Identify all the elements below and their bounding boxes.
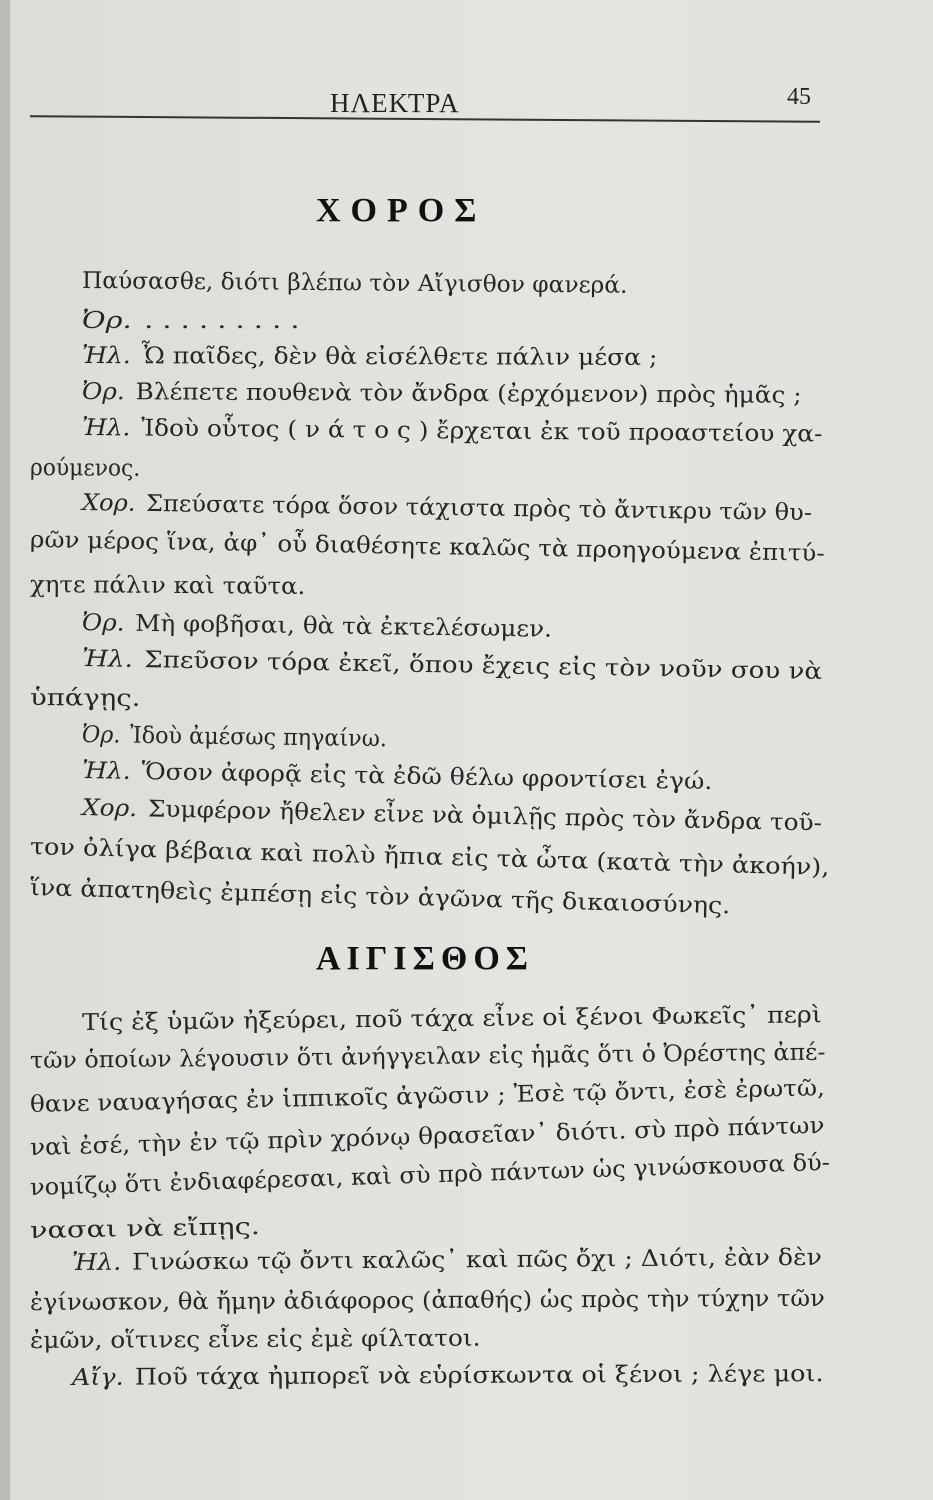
text-line bbox=[82, 379, 802, 409]
page-number: 45 bbox=[787, 84, 811, 110]
text-line bbox=[30, 834, 830, 881]
line-text: ἐγίνωσκον, θὰ ἤμην ἀδιάφορος (ἀπαθής) ὡς πρὸς τὴν τύχην τῶν bbox=[29, 1285, 825, 1316]
line-text: χητε πάλιν καὶ ταῦτα. bbox=[29, 572, 306, 600]
speaker-label: Αἴγ. bbox=[71, 1364, 124, 1391]
text-line bbox=[30, 572, 305, 600]
line-text: ἵνα ἀπατηθεὶς ἐμπέσῃ εἰς τὸν ἀγῶνα τῆς δικαιοσύνης. bbox=[29, 875, 731, 920]
line-text: θανε ναυαγήσας ἐν ἱππικοῖς ἀγῶσιν ; Ἐσὲ τῷ ὄντι, ἐσὲ ἐρωτῶ, bbox=[29, 1075, 826, 1118]
line-text: Σπεύσατε τόρα ὅσον τάχιστα πρὸς τὸ ἄντικρυ τῶν θυ- bbox=[145, 490, 813, 527]
line-text: Ποῦ τάχα ἠμπορεῖ νὰ εὑρίσκωντα οἱ ξένοι ; λέγε μοι. bbox=[134, 1361, 824, 1391]
line-text: Γινώσκω τῷ ὄντι καλῶς᾽ καὶ πῶς ὄχι ; Διότι, ἐὰν δὲν bbox=[132, 1244, 823, 1276]
speaker-label: Ἠλ. bbox=[81, 415, 131, 442]
text-line bbox=[30, 685, 141, 712]
running-head: ΗΛΕΚΤΡΑ bbox=[330, 88, 460, 118]
line-text: ναὶ ἐσέ, τὴν ἐν τῷ πρὶν χρόνῳ θρασεῖαν᾽ διότι. σὺ πρὸ πάντων bbox=[29, 1112, 825, 1161]
line-text: ἐμῶν, οἵτινες εἶνε εἰς ἐμὲ φίλτατοι. bbox=[29, 1325, 481, 1354]
line-text: τον ὀλίγα βέβαια καὶ πολὺ ἤπια εἰς τὰ ὦτα (κατὰ τὴν ἀκοήν), bbox=[29, 834, 830, 881]
text-line bbox=[82, 308, 300, 334]
text-line bbox=[30, 1286, 825, 1316]
line-text: τῶν ὁποίων λέγουσιν ὅτι ἀνήγγειλαν εἰς ἡμᾶς ὅτι ὁ Ὀρέστης ἀπέ- bbox=[29, 1039, 826, 1074]
text-line bbox=[82, 646, 822, 685]
speaker-label: Ὀρ. bbox=[82, 308, 132, 334]
speaker-label: Ἠλ. bbox=[81, 343, 131, 370]
speaker-label: Ἠλ. bbox=[81, 646, 134, 673]
text-line bbox=[82, 490, 812, 526]
speaker-label: Ὀρ. bbox=[81, 722, 121, 749]
text-line bbox=[82, 610, 552, 643]
text-line bbox=[30, 1214, 260, 1244]
line-text: Ὦ παῖδες, δὲν θὰ εἰσέλθετε πάλιν μέσα ; bbox=[141, 343, 658, 372]
line-text: Μὴ φοβῆσαι, θὰ τὰ ἐκτελέσωμεν. bbox=[135, 610, 553, 643]
text-line bbox=[82, 415, 823, 447]
line-text: νασαι νὰ εἴπῃς. bbox=[29, 1213, 261, 1244]
text-line bbox=[30, 875, 731, 919]
text-line bbox=[82, 268, 628, 299]
line-text: Ἰδοὺ οὗτος ( ν ά τ ο ς ) ἔρχεται ἐκ τοῦ προαστείου χα- bbox=[141, 415, 823, 448]
line-text: Σπεῦσον τόρα ἐκεῖ, ὅπου ἔχεις εἰς τὸν νοῦν σου νὰ bbox=[144, 647, 823, 685]
line-text: . . . . . . . . . bbox=[144, 308, 300, 334]
speaker-heading-aigisthos: ΑΙΓΙΣΘΟΣ bbox=[316, 940, 534, 977]
line-text: Παύσασθε, διότι βλέπω τὸν Αἴγισθον φανερά. bbox=[81, 268, 628, 299]
text-line bbox=[82, 795, 823, 836]
line-text: Τίς ἐξ ὑμῶν ἠξεύρει, ποῦ τάχα εἶνε οἱ ξένοι Φωκεῖς᾽ περὶ bbox=[81, 1002, 822, 1036]
speaker-label: Ἠλ. bbox=[71, 1249, 122, 1276]
line-text: νομίζῳ ὅτι ἐνδιαφέρεσαι, καὶ σὺ πρὸ πάντων ὡς γινώσκουσα δύ- bbox=[29, 1149, 831, 1201]
line-text: Ἰδοὺ ἀμέσως πηγαίνω. bbox=[129, 722, 388, 753]
text-line bbox=[82, 758, 713, 795]
text-line bbox=[82, 722, 387, 752]
line-text: Ὅσον ἀφορᾷ εἰς τὰ ἐδῶ θέλω φροντίσει ἐγώ. bbox=[141, 759, 713, 795]
line-text: Βλέπετε πουθενὰ τὸν ἄνδρα (ἐρχόμενον) πρὸς ἡμᾶς ; bbox=[135, 379, 802, 409]
text-line bbox=[30, 1075, 825, 1118]
speaker-heading-choros: ΧΟΡΟΣ bbox=[316, 192, 487, 229]
line-text: ρούμενος. bbox=[29, 455, 141, 482]
text-line bbox=[82, 343, 657, 371]
line-text: ρῶν μέρος ἵνα, ἀφ᾽ οὗ διαθέσητε καλῶς τὰ προηγούμενα ἐπιτύ- bbox=[29, 527, 825, 567]
text-line bbox=[30, 1040, 826, 1074]
page-edge-shadow bbox=[0, 0, 10, 1500]
speaker-label: Χορ. bbox=[81, 490, 136, 517]
text-line bbox=[30, 455, 140, 482]
text-line bbox=[72, 1245, 822, 1276]
speaker-label: Ὀρ. bbox=[81, 379, 125, 406]
line-text: Συμφέρον ἤθελεν εἶνε νὰ ὁμιλῇς πρὸς τὸν ἄνδρα τοῦ- bbox=[147, 796, 823, 837]
speaker-label: Χορ. bbox=[81, 795, 138, 823]
text-line bbox=[30, 527, 825, 567]
speaker-label: Ἠλ. bbox=[81, 758, 131, 785]
speaker-label: Ὀρ. bbox=[81, 610, 125, 637]
line-text: ὑπάγῃς. bbox=[29, 685, 141, 712]
text-line bbox=[82, 1002, 822, 1036]
text-line bbox=[30, 1326, 481, 1354]
text-line bbox=[72, 1361, 824, 1391]
